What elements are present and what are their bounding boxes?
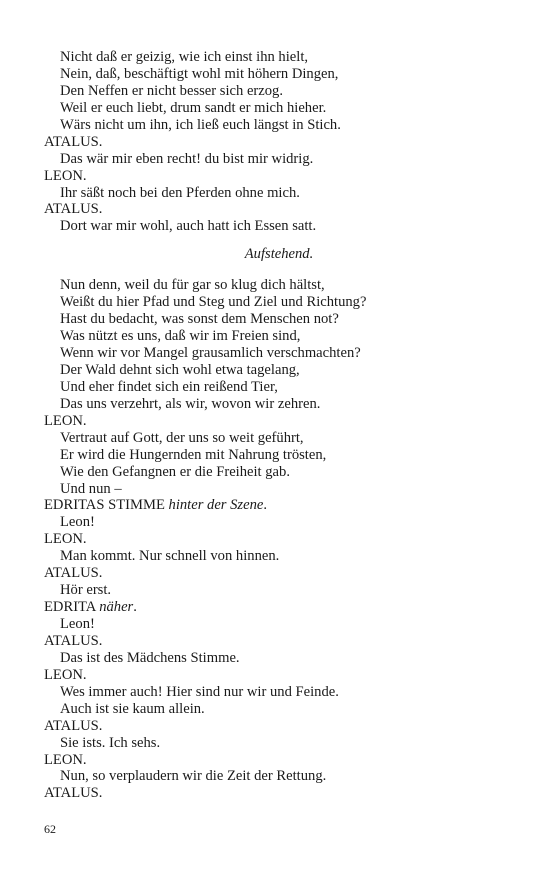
verse-line: Wes immer auch! Hier sind nur wir und Feinde. [60,683,339,700]
speaker-name: ATALUS. [44,632,103,649]
verse-line: Hör erst. [60,582,112,599]
verse-line: Das uns verzehrt, als wir, wovon wir zehren. [60,395,321,412]
stage-direction: näher [99,599,134,616]
speaker-name: LEON. [44,531,87,548]
verse-line: Was nützt es uns, daß wir im Freien sind, [60,328,301,345]
verse-line: Auch ist sie kaum allein. [60,700,205,717]
verse-line: Hast du bedacht, was sonst dem Menschen not? [60,311,339,328]
verse-line: Das wär mir eben recht! du bist mir widrig. [60,150,314,167]
speaker-name: ATALUS. [44,565,103,582]
speaker-name: EDRITAS STIMME [44,497,169,514]
verse-line: Er wird die Hungernden mit Nahrung trösten, [60,446,327,463]
punctuation: . [263,497,268,514]
verse-line: Sie ists. Ich sehs. [60,734,161,751]
verse-line: Und nun – [60,480,122,497]
verse-line: Nicht daß er geizig, wie ich einst ihn hielt, [60,49,309,65]
verse-line: Nun denn, weil du für gar so klug dich hältst, [60,277,325,294]
verse-line: Ihr säßt noch bei den Pferden ohne mich. [60,184,300,201]
stage-direction: Aufstehend. [244,246,314,263]
play-text [44,49,514,802]
speaker-name: LEON. [44,167,87,184]
page-number: 62 [44,822,56,836]
speaker-name: LEON. [44,412,87,429]
speaker-with-direction [44,599,514,616]
verse-line: Den Neffen er nicht besser sich erzog. [60,82,284,99]
speaker-name: ATALUS. [44,785,103,802]
speaker-name: ATALUS. [44,133,103,150]
verse-line: Wie den Gefangnen er die Freiheit gab. [60,463,290,480]
speaker-with-direction [44,497,514,514]
verse-line: Das ist des Mädchens Stimme. [60,649,240,666]
verse-line: Und eher findet sich ein reißend Tier, [60,378,278,395]
verse-line: Leon! [60,514,95,531]
verse-line: Nun, so verplaudern wir die Zeit der Rettung. [60,768,327,785]
verse-line: Vertraut auf Gott, der uns so weit geführt, [60,429,304,446]
verse-line: Wenn wir vor Mangel grausamlich verschmachten? [60,345,361,361]
verse-line: Weißt du hier Pfad und Steg und Ziel und Richtung? [60,294,367,311]
verse-line: Weil er euch liebt, drum sandt er mich hieher. [60,99,327,116]
stage-direction: hinter der Szene [168,497,264,514]
speaker-name: EDRITA [44,599,100,616]
verse-line: Wärs nicht um ihn, ich ließ euch längst in Stich. [60,116,341,133]
verse-line: Der Wald dehnt sich wohl etwa tagelang, [60,361,300,378]
verse-line: Leon! [60,616,95,632]
verse-line: Dort war mir wohl, auch hatt ich Essen satt. [60,218,317,235]
verse-line: Nein, daß, beschäftigt wohl mit höhern Dingen, [60,65,339,82]
speaker-name: LEON. [44,751,87,768]
verse-line: Man kommt. Nur schnell von hinnen. [60,548,280,565]
speaker-name: LEON. [44,666,87,683]
punctuation: . [133,599,137,616]
speaker-name: ATALUS. [44,201,103,218]
speaker-name: ATALUS. [44,717,103,734]
